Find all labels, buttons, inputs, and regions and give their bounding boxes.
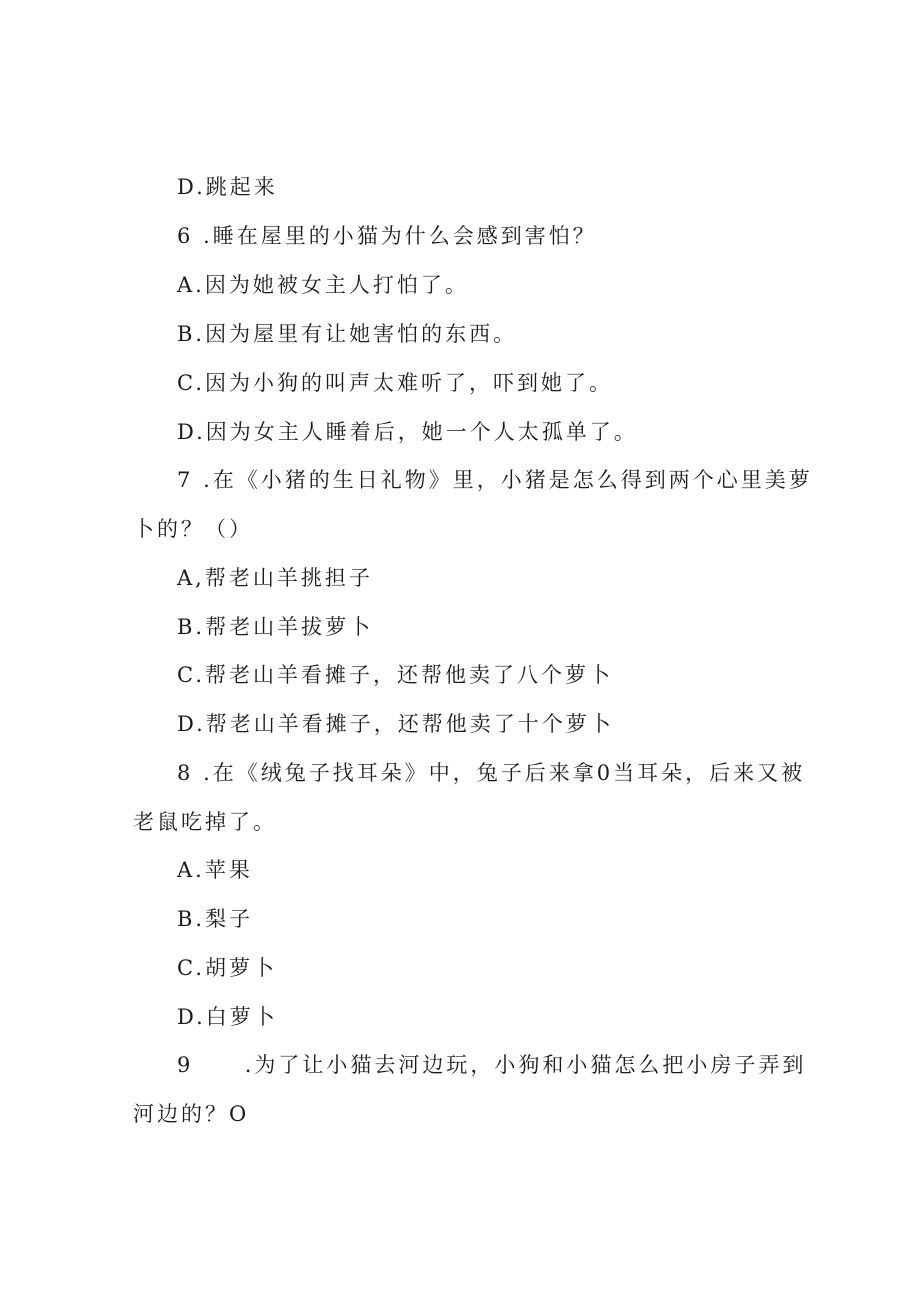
q7-stem: [177, 467, 813, 493]
q5-option-d: D.跳起来: [177, 175, 278, 199]
q8-option-a: A.苹果: [177, 858, 253, 882]
q8-option-b: B.梨子: [177, 907, 254, 931]
q7-number: 7: [177, 468, 194, 492]
q9-stem-text-line1: .为了让小猫去河边玩，小狗和小猫怎么把小房子弄到: [244, 1053, 807, 1077]
q7-option-a: A,帮老山羊挑担子: [177, 566, 373, 590]
q7-option-c: C.帮老山羊看摊子，还帮他卖了八个萝卜: [177, 663, 613, 687]
q8-option-c: C.胡萝卜: [177, 956, 277, 980]
q6-stem-text: .睡在屋里的小猫为什么会感到害怕？: [203, 224, 597, 248]
q6-option-a: A.因为她被女主人打怕了。: [177, 273, 469, 297]
q6-stem: [177, 223, 597, 249]
q7-option-b: B.帮老山羊拔萝卜: [177, 615, 374, 639]
q7-stem-text-line1: .在《小猪的生日礼物》里，小猪是怎么得到两个心里美萝: [203, 468, 813, 492]
q7-option-d: D.帮老山羊看摊子，还帮他卖了十个萝卜: [177, 712, 614, 736]
q6-option-c: C.因为小狗的叫声太难听了，吓到她了。: [177, 371, 613, 395]
q8-stem-line2: 老鼠吃掉了。: [133, 810, 277, 834]
q6-option-b: B.因为屋里有让她害怕的东西。: [177, 322, 518, 346]
q7-stem-line2: 卜的？（）: [133, 517, 253, 541]
q8-stem-text-line1: .在《绒兔子找耳朵》中，兔子后来拿0当耳朵，后来又被: [203, 761, 806, 785]
q9-stem: [177, 1052, 806, 1078]
q8-number: 8: [177, 761, 194, 785]
q8-option-d: D.白萝卜: [177, 1005, 278, 1029]
q9-number: 9: [177, 1053, 194, 1077]
q6-option-d: D.因为女主人睡着后，她一个人太孤单了。: [177, 420, 638, 444]
q9-stem-line2: 河边的？O: [133, 1102, 250, 1126]
q8-stem: [177, 760, 805, 786]
q6-number: 6: [177, 224, 194, 248]
